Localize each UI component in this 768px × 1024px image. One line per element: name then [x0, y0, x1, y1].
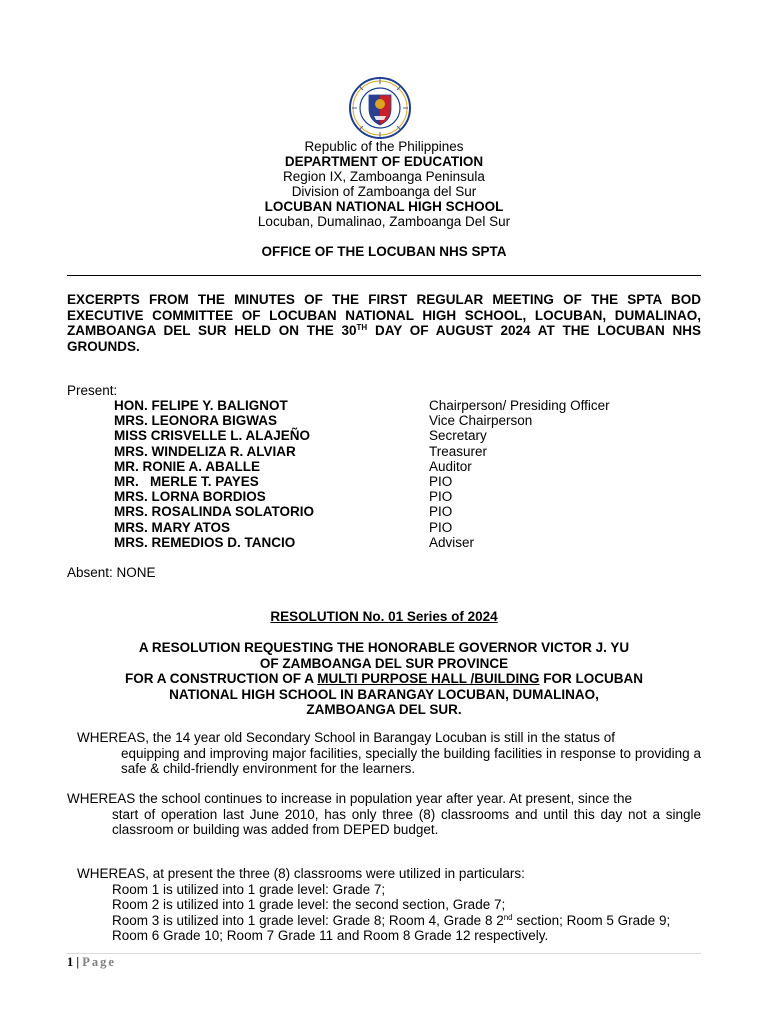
member-name: HON. FELIPE Y. BALIGNOT [114, 398, 288, 413]
member-name: MR. MERLE T. PAYES [114, 473, 259, 489]
member-role: Treasurer [429, 443, 488, 459]
letterhead [0, 139, 768, 229]
member-row [114, 504, 674, 519]
school-address-line: Locuban, Dumalinao, Zamboanga Del Sur [257, 214, 511, 229]
republic-line: Republic of the Philippines [304, 139, 464, 154]
resolution-heading-line: OF ZAMBOANGA DEL SUR PROVINCE [259, 655, 509, 671]
whereas-1-first-line: WHEREAS, the 14 year old Secondary School in Barangay Locuban is still in the status of [77, 730, 616, 745]
member-role: Secretary [429, 428, 487, 444]
member-name: MRS. REMEDIOS D. TANCIO [114, 534, 296, 550]
member-name: MISS CRISVELLE L. ALAJEÑO [114, 428, 311, 444]
school-name-line: LOCUBAN NATIONAL HIGH SCHOOL [264, 199, 504, 214]
excerpt-text-before: EXCERPTS FROM THE MINUTES OF THE FIRST REGULAR MEETING OF THE SPTA BOD EXECUTIVE COMMITTEE OF LOCUBAN NATIONAL HIGH SCHOOL, LOCUBAN, DUMALINAO, ZAMBOANGA DEL SUR HELD ON THE 30 [67, 292, 701, 338]
member-role: PIO [429, 519, 453, 535]
whereas-1-body: equipping and improving major facilities, specially the building facilities in response to providing a safe & child-friendly environment for the learners. [121, 745, 701, 776]
resolution-heading-line: NATIONAL HIGH SCHOOL IN BARANGAY LOCUBAN, DUMALINAO, [169, 686, 599, 702]
member-row [114, 428, 674, 443]
resolution-heading [67, 640, 701, 718]
members-list [114, 398, 674, 550]
member-role: PIO [429, 473, 453, 489]
heading-text: FOR A CONSTRUCTION OF A [125, 671, 318, 687]
header-divider [67, 275, 701, 276]
excerpt-text-after: DAY OF AUGUST 2024 AT THE LOCUBAN NHS GROUNDS. [67, 323, 701, 354]
division-line: Division of Zamboanga del Sur [291, 184, 477, 199]
resolution-heading-line [67, 671, 701, 687]
member-role: PIO [429, 489, 453, 505]
page-footer [67, 955, 116, 970]
member-row [114, 459, 674, 474]
resolution-title: RESOLUTION No. 01 Series of 2024 [270, 609, 498, 624]
member-row [114, 398, 674, 413]
room-item [112, 913, 701, 944]
member-role: PIO [429, 504, 453, 520]
whereas-2-body: start of operation last June 2010, has only three (8) classrooms and until this day not a single classroom or building was added from DEPED budget. [112, 806, 701, 837]
member-name: MRS. MARY ATOS [114, 519, 231, 535]
present-label: Present: [67, 383, 118, 398]
room-allocation-list [112, 882, 701, 944]
room-item: Room 1 is utilized into 1 grade level: Grade 7; [112, 881, 386, 897]
member-role: Auditor [429, 458, 472, 474]
member-row [114, 535, 674, 550]
page-label: Page [82, 955, 116, 969]
heading-text: FOR LOCUBAN [539, 671, 643, 687]
excerpt-heading [67, 292, 701, 354]
member-role: Adviser [429, 534, 475, 550]
resolution-heading-line: A RESOLUTION REQUESTING THE HONORABLE GOVERNOR VICTOR J. YU [138, 640, 630, 655]
resolution-heading-line: ZAMBOANGA DEL SUR. [306, 702, 462, 718]
room-text: Room 3 is utilized into 1 grade level: Grade 8; Room 4, Grade 8 2 [112, 912, 504, 928]
member-name: MR. RONIE A. ABALLE [114, 458, 260, 474]
whereas-2-first-line: WHEREAS the school continues to increase in population year after year. At present, since the [67, 791, 633, 806]
member-row [114, 520, 674, 535]
member-row [114, 489, 674, 504]
member-name: MRS. ROSALINDA SOLATORIO [114, 504, 315, 520]
footer-divider [67, 953, 701, 954]
deped-seal-logo [338, 76, 422, 140]
whereas-3-first-line: WHEREAS, at present the three (8) classrooms were utilized in particulars: [77, 866, 525, 881]
member-role: Chairperson/ Presiding Officer [429, 398, 610, 413]
region-line: Region IX, Zamboanga Peninsula [283, 169, 485, 184]
member-row [114, 444, 674, 459]
page-separator: | [73, 955, 83, 969]
room-item: Room 2 is utilized into 1 grade level: the second section, Grade 7; [112, 897, 506, 912]
department-line: DEPARTMENT OF EDUCATION [284, 154, 484, 169]
excerpt-superscript: TH [356, 323, 368, 332]
member-row [114, 474, 674, 489]
page-number: 1 [67, 955, 74, 969]
room-superscript: nd [503, 912, 513, 922]
member-name: MRS. LORNA BORDIOS [114, 489, 266, 505]
member-name: MRS. WINDELIZA R. ALVIAR [114, 443, 296, 459]
member-row [114, 413, 674, 428]
room-text: section; Room 5 Grade 9; Room 6 Grade 10; Room 7 Grade 11 and Room 8 Grade 12 respectively. [112, 912, 671, 943]
heading-underlined-text: MULTI PURPOSE HALL /BUILDING [317, 671, 540, 687]
member-name: MRS. LEONORA BIGWAS [114, 413, 278, 429]
office-title: OFFICE OF THE LOCUBAN NHS SPTA [261, 244, 507, 259]
absent-line: Absent: NONE [67, 565, 156, 580]
member-role: Vice Chairperson [429, 413, 533, 429]
